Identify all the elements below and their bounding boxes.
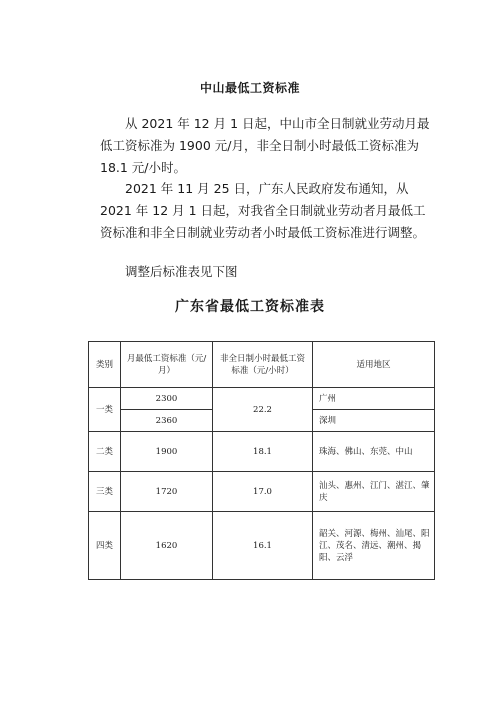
cell-hourly: 16.1 bbox=[213, 512, 313, 580]
cell-category: 四类 bbox=[89, 512, 121, 580]
cell-category: 三类 bbox=[89, 472, 121, 512]
cell-category: 一类 bbox=[89, 388, 121, 432]
cell-monthly: 1900 bbox=[121, 432, 213, 472]
table-row bbox=[89, 472, 435, 512]
cell-hourly: 18.1 bbox=[213, 432, 313, 472]
cell-region: 汕头、惠州、江门、湛江、肇庆 bbox=[313, 472, 435, 512]
table-row bbox=[89, 388, 435, 410]
cell-region: 珠海、佛山、东莞、中山 bbox=[313, 432, 435, 472]
cell-hourly: 22.2 bbox=[213, 388, 313, 432]
cell-monthly: 1720 bbox=[121, 472, 213, 512]
cell-monthly: 2360 bbox=[121, 410, 213, 432]
paragraph-table-intro: 调整后标准表见下图 bbox=[125, 264, 238, 279]
paragraph-guangdong-notice: 2021 年 11 月 25 日，广东人民政府发布通知，从 2021 年 12 月 1 日起，对我省全日制就业劳动者月最低工资标准和非全日制就业劳动者小时最低工资标准进行调整。 bbox=[100, 181, 426, 240]
table-row bbox=[89, 512, 435, 580]
cell-monthly: 1620 bbox=[121, 512, 213, 580]
minimum-wage-table bbox=[88, 341, 435, 580]
document-title: 中山最低工资标准 bbox=[199, 81, 300, 95]
paragraph-zhongshan-standard: 从 2021 年 12 月 1 日起，中山市全日制就业劳动月最低工资标准为 1900 元/月，非全日制小时最低工资标准为 18.1 元/小时。 bbox=[100, 116, 430, 175]
table-row bbox=[89, 432, 435, 472]
header-hourly: 非全日制小时最低工资标准（元/小时） bbox=[213, 342, 313, 388]
cell-region: 深圳 bbox=[313, 410, 435, 432]
cell-monthly: 2300 bbox=[121, 388, 213, 410]
header-monthly: 月最低工资标准（元/月） bbox=[121, 342, 213, 388]
table-header-row bbox=[89, 342, 435, 388]
cell-hourly: 17.0 bbox=[213, 472, 313, 512]
table-title: 广东省最低工资标准表 bbox=[175, 299, 325, 315]
cell-region: 广州 bbox=[313, 388, 435, 410]
header-category: 类别 bbox=[89, 342, 121, 388]
cell-region: 韶关、河源、梅州、汕尾、阳江、茂名、清远、潮州、揭阳、云浮 bbox=[313, 512, 435, 580]
cell-category: 二类 bbox=[89, 432, 121, 472]
header-region: 适用地区 bbox=[313, 342, 435, 388]
